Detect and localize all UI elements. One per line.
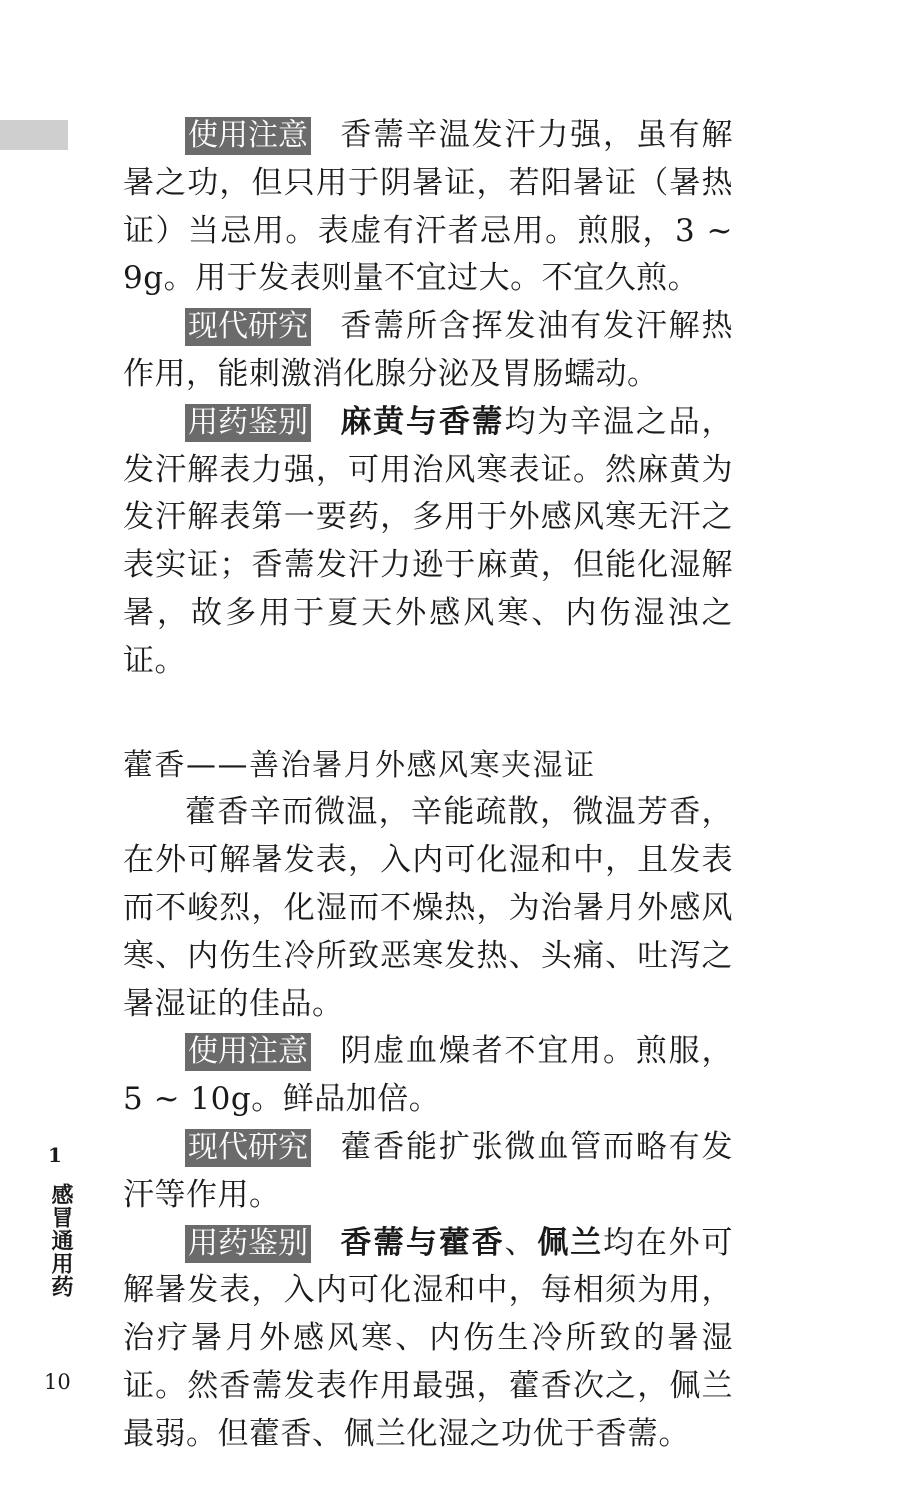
label-usage-notes: 使用注意 (185, 117, 311, 155)
paragraph-differentiation-huoxiang (123, 1220, 733, 1459)
label-differentiation: 用药鉴别 (185, 1225, 311, 1263)
label-modern-research: 现代研究 (185, 1129, 311, 1167)
label-differentiation: 用药鉴别 (185, 404, 311, 442)
page-body (123, 112, 733, 1459)
differentiation-text: 均在外可解暑发表，入内可化湿和中，每相须为用，治疗暑月外感风寒、内伤生冷所致的暑湿证。然香薷发表作用最强，藿香次之，佩兰最弱。但藿香、佩兰化湿之功优于香薷。 (123, 1224, 734, 1452)
section-heading-huoxiang: 藿香——善治暑月外感风寒夹湿证 (123, 747, 596, 783)
differentiation-separator: 、 (504, 1224, 538, 1261)
label-usage-notes: 使用注意 (185, 1033, 311, 1071)
differentiation-bold-term-1: 香薷与藿香 (339, 1224, 505, 1261)
usage-notes-text: 阴虚血燥者不宜用。煎服，5 ~ 10g。鲜品加倍。 (123, 1033, 733, 1118)
paragraph-usage-notes-xiangru (123, 112, 733, 303)
modern-research-text: 香薷所含挥发油有发汗解热作用，能刺激消化腺分泌及胃肠蠕动。 (123, 308, 733, 392)
label-modern-research: 现代研究 (185, 308, 311, 346)
usage-notes-text: 香薷辛温发汗力强，虽有解暑之功，但只用于阴暑证，若阳暑证（暑热证）当忌用。表虚有汗者忌用。煎服，3 ~ 9g。用于发表则量不宜过大。不宜久煎。 (123, 117, 733, 297)
page-number: 10 (44, 1370, 71, 1394)
differentiation-bold-term-2: 佩兰 (537, 1224, 604, 1261)
paragraph-differentiation-xiangru (123, 399, 733, 686)
paragraph-usage-notes-huoxiang (123, 1028, 733, 1124)
paragraph-intro-huoxiang: 藿香辛而微温，辛能疏散，微温芳香，在外可解暑发表，入内可化湿和中，且发表而不峻烈，化湿而不燥热，为治暑月外感风寒、内伤生冷所致恶寒发热、头痛、吐泻之暑湿证的佳品。 (123, 794, 733, 1022)
paragraph-modern-research-xiangru (123, 303, 733, 399)
chapter-tab-marker (0, 120, 68, 150)
differentiation-bold-term: 麻黄与香薷 (339, 403, 505, 440)
modern-research-text: 藿香能扩张微血管而略有发汗等作用。 (123, 1128, 733, 1213)
differentiation-text: 均为辛温之品，发汗解表力强，可用治风寒表证。然麻黄为发汗解表第一要药，多用于外感风寒无汗之表实证；香薷发汗力逊于麻黄，但能化湿解暑，故多用于夏天外感风寒、内伤湿浊之证。 (123, 403, 733, 679)
paragraph-modern-research-huoxiang (123, 1124, 733, 1220)
chapter-title-vertical: 感冒通用药 (48, 1183, 74, 1298)
chapter-number: 1 (48, 1143, 62, 1167)
